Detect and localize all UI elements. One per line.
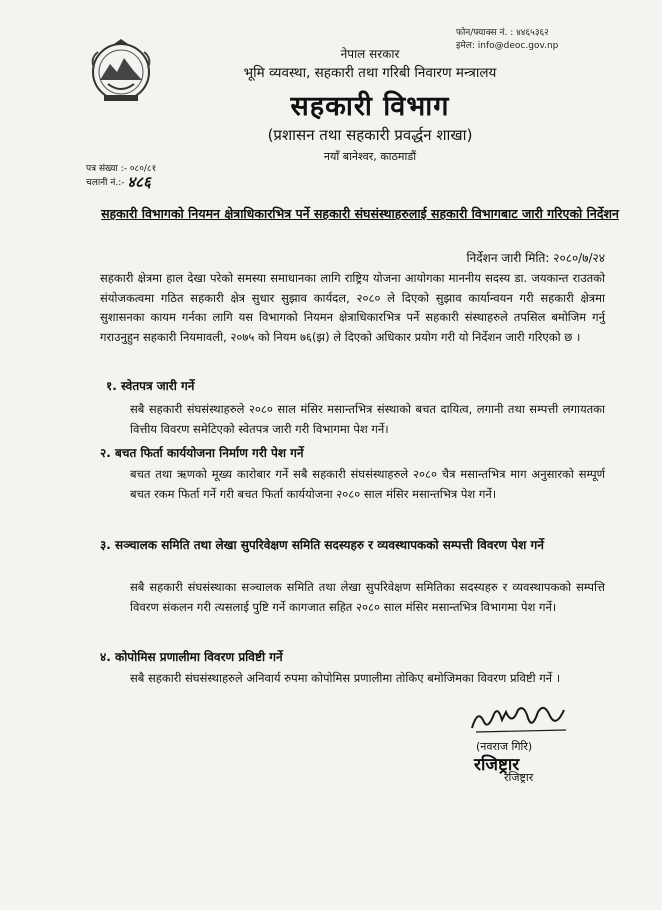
item-4-body: सबै सहकारी संघसंस्थाहरुले अनिवार्य रुपमा कोपोमिस प्रणालीमा तोकिए बमोजिमका विवरण प्रविष्टी गर्ने ।: [130, 671, 561, 685]
item-2-heading: २. बचत फिर्ता कार्ययोजना निर्माण गरी पेश गर्ने: [100, 446, 304, 460]
phone-fax: फोन/फ्याक्स नं. : ४४६५३६२: [456, 28, 549, 38]
branch-name: (प्रशासन तथा सहकारी प्रवर्द्धन शाखा): [267, 126, 473, 144]
directive-date: निर्देशन जारी मिति: २०८०/७/२४: [466, 251, 605, 265]
office-location: नयाँ बानेश्वर, काठमाडौं: [323, 150, 417, 163]
ministry-name: भूमि व्यवस्था, सहकारी तथा गरिबी निवारण मन्त्रालय: [243, 65, 497, 81]
signatory-name: (नवराज गिरि): [476, 740, 533, 753]
item-2-body: बचत तथा ऋणको मूख्य कारोबार गर्ने सबै सहकारी संघसंस्थाहरुले २०८० चैत्र मसान्तभित्र माग अनुसारको सम्पूर्ण बचत रकम फिर्ता गर्ने गरी बचत फिर्ता कार्ययोजना २०८० साल मंसिर मसान्तभित्र पेश गर्ने।: [130, 467, 605, 501]
intro-paragraph: सहकारी क्षेत्रमा हाल देखा परेको समस्या समाधानका लागि राष्ट्रिय योजना आयोगका माननीय सदस्य डा. जयकान्त राउतको संयोजकत्वमा गठित सहकारी क्षेत्र सुधार सुझाव कार्यदल, २०८० ले दिएको सुझाव कार्यान्वयन गरी सहकारी क्षेत्रमा सुशासनका कायम गर्नका लागि यस विभागको नियमन क्षेत्राधिकारभित्र पर्ने सहकारी संस्थाहरुले तपसिल बमोजिम गर्नु गराउनुहुन सहकारी नियमावली, २०७५ को नियम ७६(झ) ले दिएको अधिकार प्रयोग गरी यो निर्देशन जारी गरिएको छ ।: [100, 271, 605, 344]
dispatch-value: ४८६: [127, 173, 151, 191]
item-4-heading: ४. कोपोमिस प्रणालीमा विवरण प्रविष्टी गर्ने: [100, 650, 283, 664]
item-3-heading: ३. सञ्चालक समिति तथा लेखा सुपरिवेक्षण समिति सदस्यहरु र व्यवस्थापकको सम्पत्ती विवरण पेश गर्ने: [100, 538, 544, 552]
item-3-body: सबै सहकारी संघसंस्थाका सञ्चालक समिति तथा लेखा सुपरिवेक्षण समितिका सदस्यहरु र व्यवस्थापकको सम्पत्ति विवरण संकलन गरी त्यसलाई पुष्टि गर्ने कागजात सहित २०८० साल मंसिर मसान्तभित्र विभागमा पेश गर्ने।: [130, 580, 605, 614]
item-1-heading: १. स्वेतपत्र जारी गर्ने: [106, 379, 195, 393]
letter-number: पत्र संख्या :- ०८०/८१: [86, 164, 157, 174]
signatory-title: रजिष्ट्रार: [504, 771, 534, 784]
email: इमेल: info@deoc.gov.np: [456, 41, 559, 51]
government-name: नेपाल सरकार: [340, 47, 400, 61]
item-1-body: सबै सहकारी संघसंस्थाहरुले २०८० साल मंसिर मसान्तभित्र संस्थाको बचत दायित्व, लगानी तथा सम्पत्ती लगायतका वित्तीय विवरण समेटिएको स्वेतपत्र जारी गरी विभागमा पेश गर्ने।: [130, 402, 605, 436]
registrar-stamp: रजिष्ट्रार: [474, 755, 520, 775]
reference-numbers: [86, 163, 156, 190]
signature-icon: [466, 700, 576, 736]
nepal-emblem-icon: [86, 38, 156, 104]
dispatch-label: चलानी नं.:-: [86, 178, 125, 188]
department-name: सहकारी विभाग: [290, 91, 450, 122]
dispatch-number: [86, 173, 156, 191]
subject-line: सहकारी विभागको नियमन क्षेत्राधिकारभित्र पर्ने सहकारी संघसंस्थाहरुलाई सहकारी विभागबाट जारी गरिएको निर्देशन: [101, 206, 619, 221]
